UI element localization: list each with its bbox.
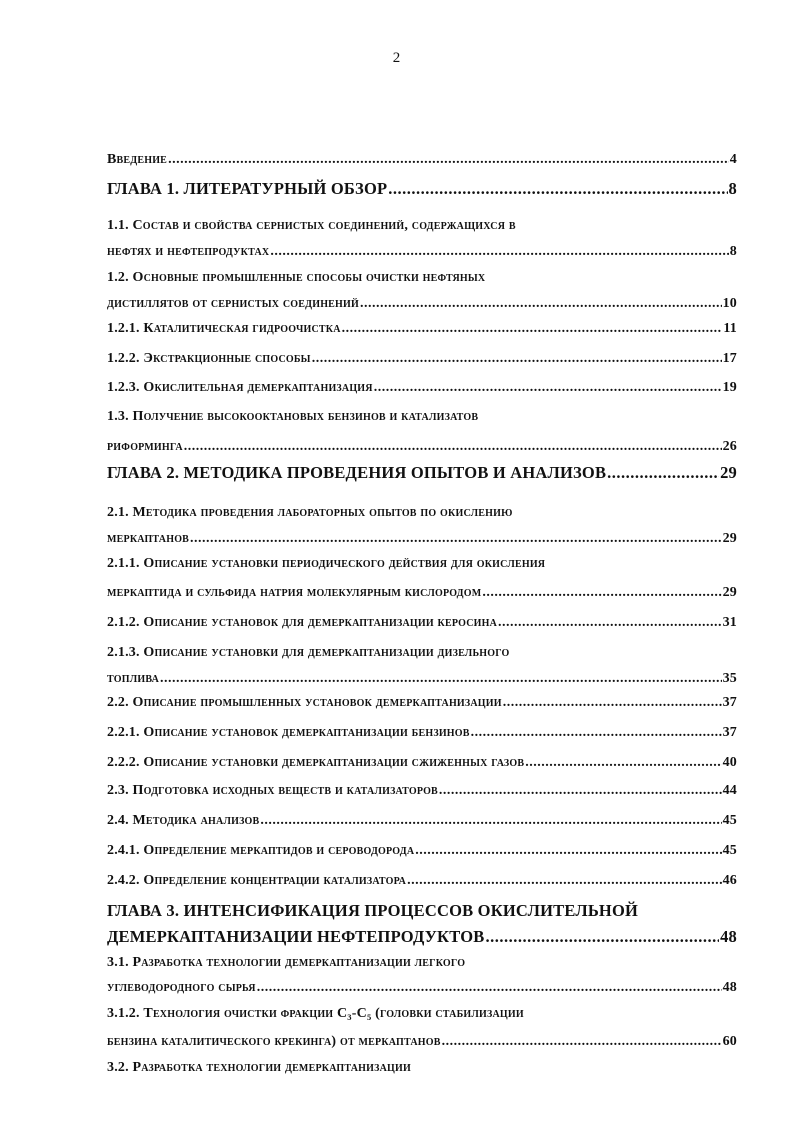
- toc-entry: [107, 610, 737, 636]
- toc-entry: [107, 404, 737, 464]
- toc-page-number: 8: [728, 179, 737, 198]
- dot-leader: [374, 375, 722, 401]
- toc-entry-title: 3.2. Разработка технологии демеркаптанизации: [107, 1060, 411, 1075]
- toc-entry: [107, 898, 737, 950]
- toc-page-number: 48: [720, 927, 737, 946]
- toc-entry: [107, 551, 737, 608]
- toc-page-number: 4: [729, 152, 737, 167]
- toc-entry-title: нефтях и нефтепродуктах: [107, 244, 270, 259]
- toc-page-number: 45: [722, 843, 737, 858]
- dot-leader: [257, 976, 722, 1000]
- toc-entry: [107, 147, 737, 173]
- toc-entry-title: 1.2.2. Экстракционные способы: [107, 351, 311, 366]
- toc-page-number: 60: [722, 1034, 737, 1049]
- toc-entry-title: меркаптанов: [107, 531, 190, 546]
- toc-entry: [107, 176, 737, 202]
- toc-entry: [107, 213, 737, 265]
- toc-entry-title: 2.1.3. Описание установки для демеркаптанизации дизельного: [107, 645, 510, 660]
- toc-entry-title: 3.1.2. Технология очистки фракции $C_3-C_5$ (головки стабилизации: [107, 1006, 524, 1022]
- toc-entry-title: 2.4. Методика анализов: [107, 813, 260, 828]
- toc-entry: [107, 460, 737, 486]
- toc-entry-title: меркаптида и сульфида натрия молекулярным кислородом: [107, 585, 482, 600]
- toc-entry: [107, 265, 737, 317]
- dot-leader: [260, 808, 721, 834]
- toc-entry-title: ГЛАВА 2. МЕТОДИКА ПРОВЕДЕНИЯ ОПЫТОВ И АНАЛИЗОВ: [107, 463, 607, 482]
- toc-entry: [107, 1055, 737, 1081]
- dot-leader: [442, 1027, 722, 1056]
- toc-entry: [107, 375, 737, 401]
- dot-leader: [312, 346, 722, 372]
- toc-page-number: 46: [722, 873, 737, 888]
- toc-entry-title: углеводородного сырья: [107, 980, 256, 995]
- toc-entry-title: 1.3. Получение высокооктановых бензинов и катализатов: [107, 409, 479, 424]
- page-number: 2: [392, 50, 401, 66]
- toc-page-number: 29: [720, 463, 737, 482]
- toc-entry-title: ГЛАВА 3. ИНТЕНСИФИКАЦИЯ ПРОЦЕССОВ ОКИСЛИТЕЛЬНОЙ: [107, 901, 639, 920]
- toc-page-number: 40: [722, 755, 737, 770]
- toc-page-number: 8: [729, 244, 737, 259]
- toc-page-number: 29: [722, 585, 737, 600]
- toc-page-number: 17: [722, 351, 737, 366]
- toc-entry-title: 2.1.1. Описание установки периодического действия для окисления: [107, 556, 546, 571]
- toc-entry: [107, 690, 737, 716]
- toc-entry: [107, 950, 737, 1000]
- dot-leader: [482, 577, 721, 608]
- toc-entry: [107, 750, 737, 776]
- toc-entry-title: 2.1.2. Описание установок для демеркаптанизации керосина: [107, 615, 498, 630]
- toc-page-number: 44: [722, 783, 737, 798]
- toc-entry-title: дистиллятов от сернистых соединений: [107, 296, 359, 311]
- toc-entry: [107, 500, 737, 552]
- toc-page-number: 45: [722, 813, 737, 828]
- dot-leader: [485, 924, 719, 950]
- dot-leader: [342, 316, 723, 342]
- dot-leader: [184, 430, 722, 464]
- dot-leader: [270, 239, 728, 265]
- toc-page-number: 11: [723, 321, 737, 336]
- dot-leader: [190, 526, 722, 552]
- toc-entry: [107, 1001, 737, 1056]
- toc-entry-title: 2.2. Описание промышленных установок демеркаптанизации: [107, 695, 502, 710]
- toc-entry: [107, 778, 737, 804]
- dot-leader: [439, 778, 722, 804]
- dot-leader: [360, 291, 722, 317]
- toc-page-number: 37: [722, 695, 737, 710]
- toc-page-number: 31: [722, 615, 737, 630]
- dot-leader: [388, 176, 727, 202]
- toc-entry-title: 3.1. Разработка технологии демеркаптанизации легкого: [107, 955, 466, 970]
- dot-leader: [525, 750, 721, 776]
- toc-entry-title: 2.1. Методика проведения лабораторных опытов по окислению: [107, 505, 513, 520]
- dot-leader: [407, 868, 722, 894]
- toc-entry: [107, 868, 737, 894]
- dot-leader: [415, 838, 721, 864]
- toc-entry: [107, 316, 737, 342]
- toc-entry-title: топлива: [107, 671, 159, 686]
- toc-entry-title: риформинга: [107, 439, 183, 454]
- toc-entry-title: 1.2.3. Окислительная демеркаптанизация: [107, 380, 373, 395]
- toc-entry: [107, 808, 737, 834]
- toc-entry-title: 1.2. Основные промышленные способы очистки нефтяных: [107, 270, 486, 285]
- dot-leader: [471, 720, 722, 746]
- toc-page-number: 48: [722, 980, 737, 995]
- toc-entry: [107, 838, 737, 864]
- toc-entry-title: 2.4.2. Определение концентрации катализатора: [107, 873, 407, 888]
- toc-entry-title: ГЛАВА 1. ЛИТЕРАТУРНЫЙ ОБЗОР: [107, 179, 388, 198]
- dot-leader: [160, 666, 722, 692]
- toc-entry-title: Введение: [107, 152, 168, 167]
- dot-leader: [498, 610, 722, 636]
- toc-entry-title: 2.2.2. Описание установки демеркаптанизации сжиженных газов: [107, 755, 525, 770]
- toc-entry: [107, 720, 737, 746]
- dot-leader: [168, 147, 729, 173]
- toc-entry: [107, 346, 737, 372]
- toc-entry-title: 2.4.1. Определение меркаптидов и сероводорода: [107, 843, 415, 858]
- toc-entry: [107, 640, 737, 692]
- toc-page-number: 19: [722, 380, 737, 395]
- dot-leader: [503, 690, 722, 716]
- toc-entry-title: 2.3. Подготовка исходных веществ и катализаторов: [107, 783, 438, 798]
- toc-entry-title: бензина каталитического крекинга) от меркаптанов: [107, 1034, 441, 1049]
- toc-page-number: 29: [722, 531, 737, 546]
- toc-page-number: 26: [722, 439, 737, 454]
- toc-page-number: 35: [722, 671, 737, 686]
- toc-entry-title: 1.2.1. Каталитическая гидроочистка: [107, 321, 341, 336]
- dot-leader: [607, 460, 719, 486]
- toc-entry-title: ДЕМЕРКАПТАНИЗАЦИИ НЕФТЕПРОДУКТОВ: [107, 927, 485, 946]
- toc-page-number: 10: [722, 296, 737, 311]
- toc-page-number: 37: [722, 725, 737, 740]
- toc-entry-title: 1.1. Состав и свойства сернистых соединений, содержащихся в: [107, 218, 516, 233]
- toc-entry-title: 2.2.1. Описание установок демеркаптанизации бензинов: [107, 725, 470, 740]
